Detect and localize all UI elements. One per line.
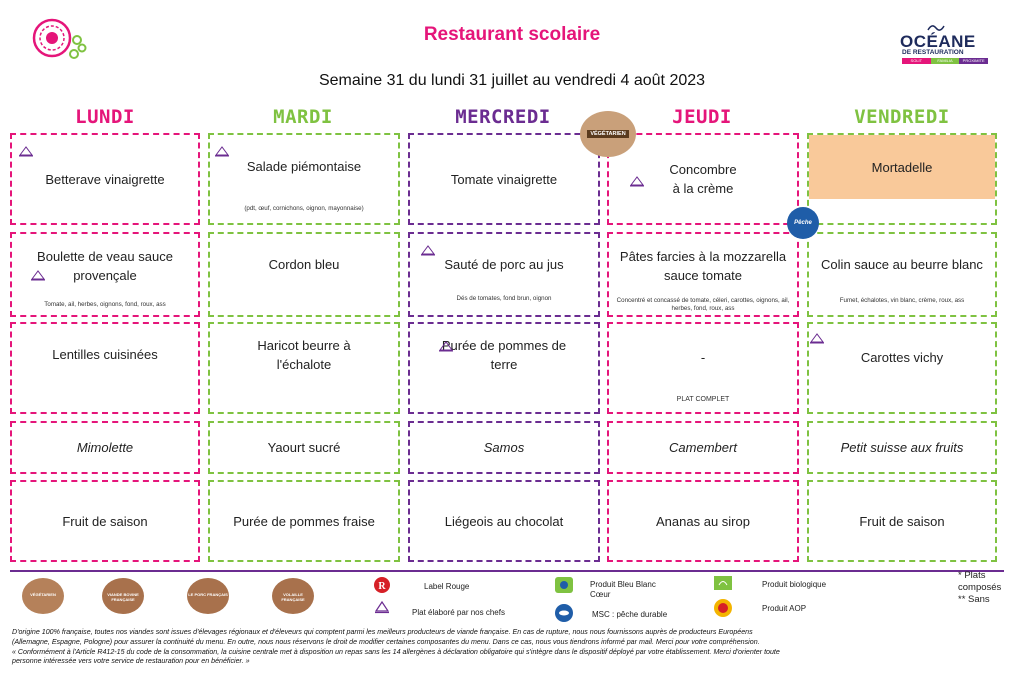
menu-cell-mercredi-fromage — [408, 421, 600, 474]
bio-icon — [713, 575, 733, 591]
chef-icon — [438, 340, 454, 352]
menu-cell-lundi-plat — [10, 232, 200, 317]
page-title: Restaurant scolaire — [423, 24, 601, 45]
chef-icon — [629, 175, 645, 187]
menu-cell-vendredi-dessert — [807, 480, 997, 562]
menu-cell-lundi-accomp — [10, 322, 200, 414]
day-header-vendredi: VENDREDI — [854, 106, 950, 128]
chef-icon — [214, 145, 230, 157]
menu-cell-mardi-accomp — [208, 322, 400, 414]
dish-label: Camembert — [669, 440, 737, 455]
dish-label: Colin sauce au beurre blanc — [821, 257, 983, 272]
tagline-3: PROXIMITE — [959, 58, 988, 64]
dish-label: Fruit de saison — [62, 513, 148, 529]
menu-cell-lundi-dessert — [10, 480, 200, 562]
legend-vegetarian-badge: VÉGÉTARIEN — [22, 578, 64, 614]
footer-divider — [10, 570, 1004, 572]
day-header-mercredi: MERCREDI — [455, 106, 551, 128]
legend-bio: Produit biologique — [762, 580, 827, 589]
peche-badge — [787, 207, 819, 239]
dish-label: Concombre à la crème — [669, 162, 737, 196]
dish-note: PLAT COMPLET — [676, 396, 730, 403]
dish-label: Lentilles cuisinées — [52, 346, 158, 362]
dish-ingredients: Dés de tomates, fond brun, oignon — [456, 295, 552, 302]
dish-label: Cordon bleu — [268, 257, 340, 272]
legend-chef: Plat élaboré par nos chefs — [412, 608, 505, 617]
dish-label: Betterave vinaigrette — [45, 171, 165, 187]
legend-label-rouge: Label Rouge — [424, 582, 470, 591]
dish-label: Boulette de veau sauce provençale — [37, 248, 173, 283]
disclaimer-line: (Allemagne, Espagne, Pologne) pour assurer la continuité du menu. En outre, nous nous réservons le droit de modifier certaines composantes du menu. Dans ce cas, nous vous tiendrons informé par mail. Merci pour votre compréhension. — [12, 637, 760, 646]
menu-cell-jeudi-accomp — [607, 322, 799, 414]
menu-cell-mardi-fromage — [208, 421, 400, 474]
menu-cell-jeudi-plat — [607, 232, 799, 317]
dish-label: Mortadelle — [871, 159, 933, 175]
disclaimer-line: D'origine 100% française, toutes nos viandes sont issues d'élevages régionaux et d'éleveurs qui comptent parmi les meilleurs producteurs de viande française. En cas de rupture, nous nous fournissons auprès de producteurs Européens — [12, 628, 753, 636]
label-rouge-icon — [372, 576, 392, 594]
menu-cell-vendredi-entree — [807, 133, 997, 225]
dish-ingredients: Tomate, ail, herbes, oignons, fond, roux, ass — [44, 301, 166, 308]
legend-bleu-blanc-coeur: Produit Bleu Blanc Cœur — [590, 580, 656, 599]
chef-icon — [420, 244, 436, 256]
vegetarian-label: VÉGÉTARIEN — [587, 130, 628, 138]
dish-ingredients: Concentré et concassé de tomate, céleri, carottes, oignons, ail, herbes, fond, roux, ass — [616, 297, 790, 312]
dish-label: Tomate vinaigrette — [450, 171, 558, 187]
menu-cell-vendredi-fromage — [807, 421, 997, 474]
day-header-jeudi: JEUDI — [672, 106, 732, 128]
dish-label: Samos — [483, 440, 525, 455]
brand-tagline — [902, 58, 988, 64]
peche-label: Pêche — [794, 220, 812, 226]
dish-label: Pâtes farcies à la mozzarella sauce tomate — [619, 248, 787, 283]
dish-label: - — [700, 349, 706, 365]
aop-icon — [713, 598, 733, 618]
dish-label: Mimolette — [76, 440, 134, 455]
menu-cell-lundi-fromage — [10, 421, 200, 474]
menu-cell-mardi-plat — [208, 232, 400, 317]
disclaimer-line: personne intéressée vers votre service de restauration pour en bénéficier. » — [12, 657, 250, 666]
legend-msc: MSC : pêche durable — [592, 610, 668, 619]
menu-cell-jeudi-dessert — [607, 480, 799, 562]
legend-pork-badge: LE PORC FRANÇAIS — [187, 578, 229, 614]
highlight-box — [809, 135, 995, 199]
dish-ingredients: Fumet, échalotes, vin blanc, crème, roux, ass — [839, 297, 965, 304]
dish-label: Sauté de porc au jus — [444, 257, 564, 272]
menu-cell-mardi-entree — [208, 133, 400, 225]
dish-label: Purée de pommes fraise — [233, 513, 375, 529]
dish-label: Liégeois au chocolat — [444, 513, 564, 529]
legal-disclaimer — [12, 628, 1012, 667]
legend-aop: Produit AOP — [762, 604, 807, 613]
dish-label: Haricot beurre à l'échalote — [257, 338, 351, 372]
chef-legend-icon — [374, 600, 390, 614]
menu-cell-mercredi-entree — [408, 133, 600, 225]
menu-cell-jeudi-fromage — [607, 421, 799, 474]
menu-cell-lundi-entree — [10, 133, 200, 225]
menu-cell-mardi-dessert — [208, 480, 400, 562]
menu-cell-jeudi-entree — [607, 133, 799, 225]
chef-icon — [30, 269, 46, 281]
disclaimer-line: « Conformément à l'Article R412-15 du code de la consommation, la cuisine centrale met à disposition un repas sans les 14 allergènes à déclaration obligatoire qui s'intègre dans le dispositif déployé par votre établissement. Merci d'orienter toute — [12, 647, 780, 656]
bleu-blanc-coeur-icon — [554, 576, 574, 594]
dish-label: Yaourt sucré — [267, 440, 341, 455]
svg-text:R: R — [378, 581, 386, 592]
dish-label: Petit suisse aux fruits — [840, 440, 964, 455]
day-header-lundi: LUNDI — [75, 106, 135, 128]
oceane-logo — [896, 22, 996, 66]
menu-cell-mercredi-accomp — [408, 322, 600, 414]
brand-name: OCÉANE — [900, 32, 976, 51]
dish-ingredients: (pdt, œuf, cornichons, oignon, mayonnaise) — [244, 205, 364, 212]
menu-cell-vendredi-plat — [807, 232, 997, 317]
vegetarian-badge — [580, 111, 636, 157]
msc-icon — [554, 603, 574, 623]
legend-poultry-badge: VOLAILLE FRANÇAISE — [272, 578, 314, 614]
tagline-1: SOLIT — [902, 58, 931, 64]
dish-label: Fruit de saison — [859, 513, 945, 529]
menu-cell-vendredi-accomp — [807, 322, 997, 414]
dish-label: Purée de pommes de terre — [441, 338, 567, 372]
chef-icon — [18, 145, 34, 157]
dish-label: Salade piémontaise — [246, 158, 362, 174]
week-subtitle: Semaine 31 du lundi 31 juillet au vendredi 4 août 2023 — [318, 72, 706, 89]
dish-label: Ananas au sirop — [656, 513, 750, 529]
menu-cell-mercredi-dessert — [408, 480, 600, 562]
brand-sub: DE RESTAURATION — [902, 49, 964, 56]
dish-label: Carottes vichy — [860, 349, 944, 365]
legend-plats-note: * Plats composés ** Sans — [958, 570, 1002, 605]
chef-icon — [809, 332, 825, 344]
menu-cell-mercredi-plat — [408, 232, 600, 317]
day-header-mardi: MARDI — [273, 106, 333, 128]
legend-beef-badge: VIANDE BOVINE FRANÇAISE — [102, 578, 144, 614]
tagline-2: FAMILIA — [931, 58, 960, 64]
